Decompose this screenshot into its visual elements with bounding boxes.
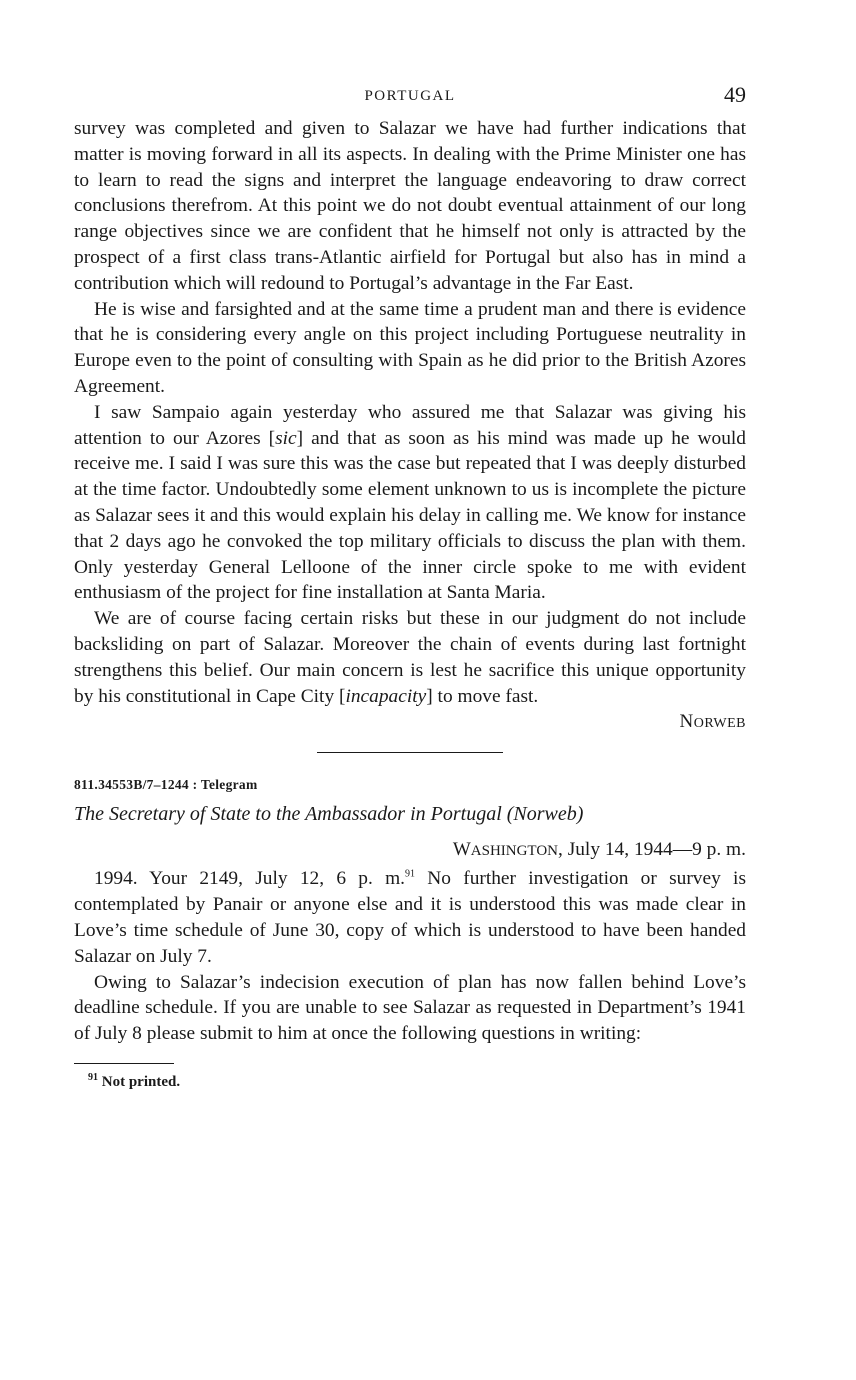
footnote [88, 1071, 746, 1091]
dateline [74, 837, 746, 864]
paragraph-1: survey was completed and given to Salazar we have had further indications that matter is moving forward in all its aspects. In dealing with the Prime Minister one has to learn to read the signs and interpret the language endeavoring to draw correct conclusions therefrom. At this point we do not doubt eventual attainment of our long range objectives since we are confident that he himself not only is attracted by the prospect of a first class trans-Atlantic airfield for Portugal but also has in mind a contribution which will redound to Portugal’s advantage in the Far East. [74, 118, 746, 294]
signature-initial: N [679, 711, 694, 733]
sic-annotation: sic [275, 427, 297, 449]
telegram-paragraph-2: Owing to Salazar’s indecision execution of plan has now fallen behind Love’s deadline schedule. If you are unable to see Salazar as requested in Department’s 1941 of July 8 please submit to him at once the following questions in writing: [74, 971, 746, 1045]
paragraph-3-text-a: I saw Sampaio again yesterday who assured me that Salazar was giving his attention to our Azores [74, 401, 746, 449]
dateline-place: ASHINGTON [470, 843, 558, 860]
footnote-number: 91 [88, 1071, 98, 1083]
bracket-open: [ [339, 685, 346, 707]
document-page [74, 82, 746, 1091]
running-title: PORTUGAL [364, 88, 456, 104]
bracket-open: [ [268, 427, 276, 449]
paragraph-4-text-b: to move fast. [432, 685, 539, 707]
footnote-rule [74, 1063, 174, 1064]
document-title [74, 801, 746, 827]
section-divider [317, 752, 503, 753]
telegram-paragraph-1-text-a: 1994. Your 2149, July 12, 6 p. m. [94, 868, 406, 890]
paragraph-2: He is wise and farsighted and at the same time a prudent man and there is evidence that he is considering every angle on this project including Portuguese neutrality in Europe even to the point of consulting with Spain as he did prior to the British Azores Agreement. [74, 298, 746, 397]
dateline-date: , July 14, 1944—9 p. m. [558, 839, 746, 861]
footnote-text: Not printed. [98, 1073, 181, 1090]
bracket-close: ] [426, 685, 433, 707]
paragraph-3-text-b: and that as soon as his mind was made up he would receive me. I said I was sure this was the case but repeated that I was deeply disturbed at the time factor. Undoubtedly some element unknown to us is incomplete the picture as Salazar sees it and this would explain his delay in calling me. We know for instance that 2 days ago he convoked the top military officials to discuss the plan with them. Only yesterday General Lelloone of the inner circle spoke to me with evident enthusiasm of the project for fine installation at Santa Maria. [74, 427, 746, 604]
page-number: 49 [724, 82, 746, 107]
paragraph-4 [74, 606, 746, 709]
document-title-text: The Secretary of State to the Ambassador in Portugal ( [74, 803, 514, 826]
running-head [74, 82, 746, 116]
paragraph-4-text-a: We are of course facing certain risks but these in our judgment do not include backsliding on part of Salazar. Moreover the chain of events during last fortnight strengthens this belief. Our main concern is lest he sacrifice this unique opportunity by his constitutional in Cape City [74, 608, 746, 707]
telegram-paragraph-1 [74, 866, 746, 969]
signature-rest: ORWEB [693, 716, 746, 732]
document-title-name: Norweb [513, 803, 577, 826]
paragraph-3 [74, 400, 746, 606]
bracket-close: ] [296, 427, 304, 449]
dateline-initial: W [452, 839, 471, 861]
file-reference: 811.34553B/7–1244 : Telegram [74, 777, 258, 793]
incapacity-annotation: incapacity [345, 685, 427, 707]
telegram-paragraph-1-text-b: No further investigation or survey is contemplated by Panair or anyone else and it is understood this was made clear in Love’s time schedule of June 30, copy of which is understood to have been handed Salazar on July 7. [74, 868, 746, 967]
footnote-reference[interactable]: 91 [405, 868, 416, 880]
document-title-close: ) [576, 803, 584, 826]
signature [74, 711, 746, 735]
